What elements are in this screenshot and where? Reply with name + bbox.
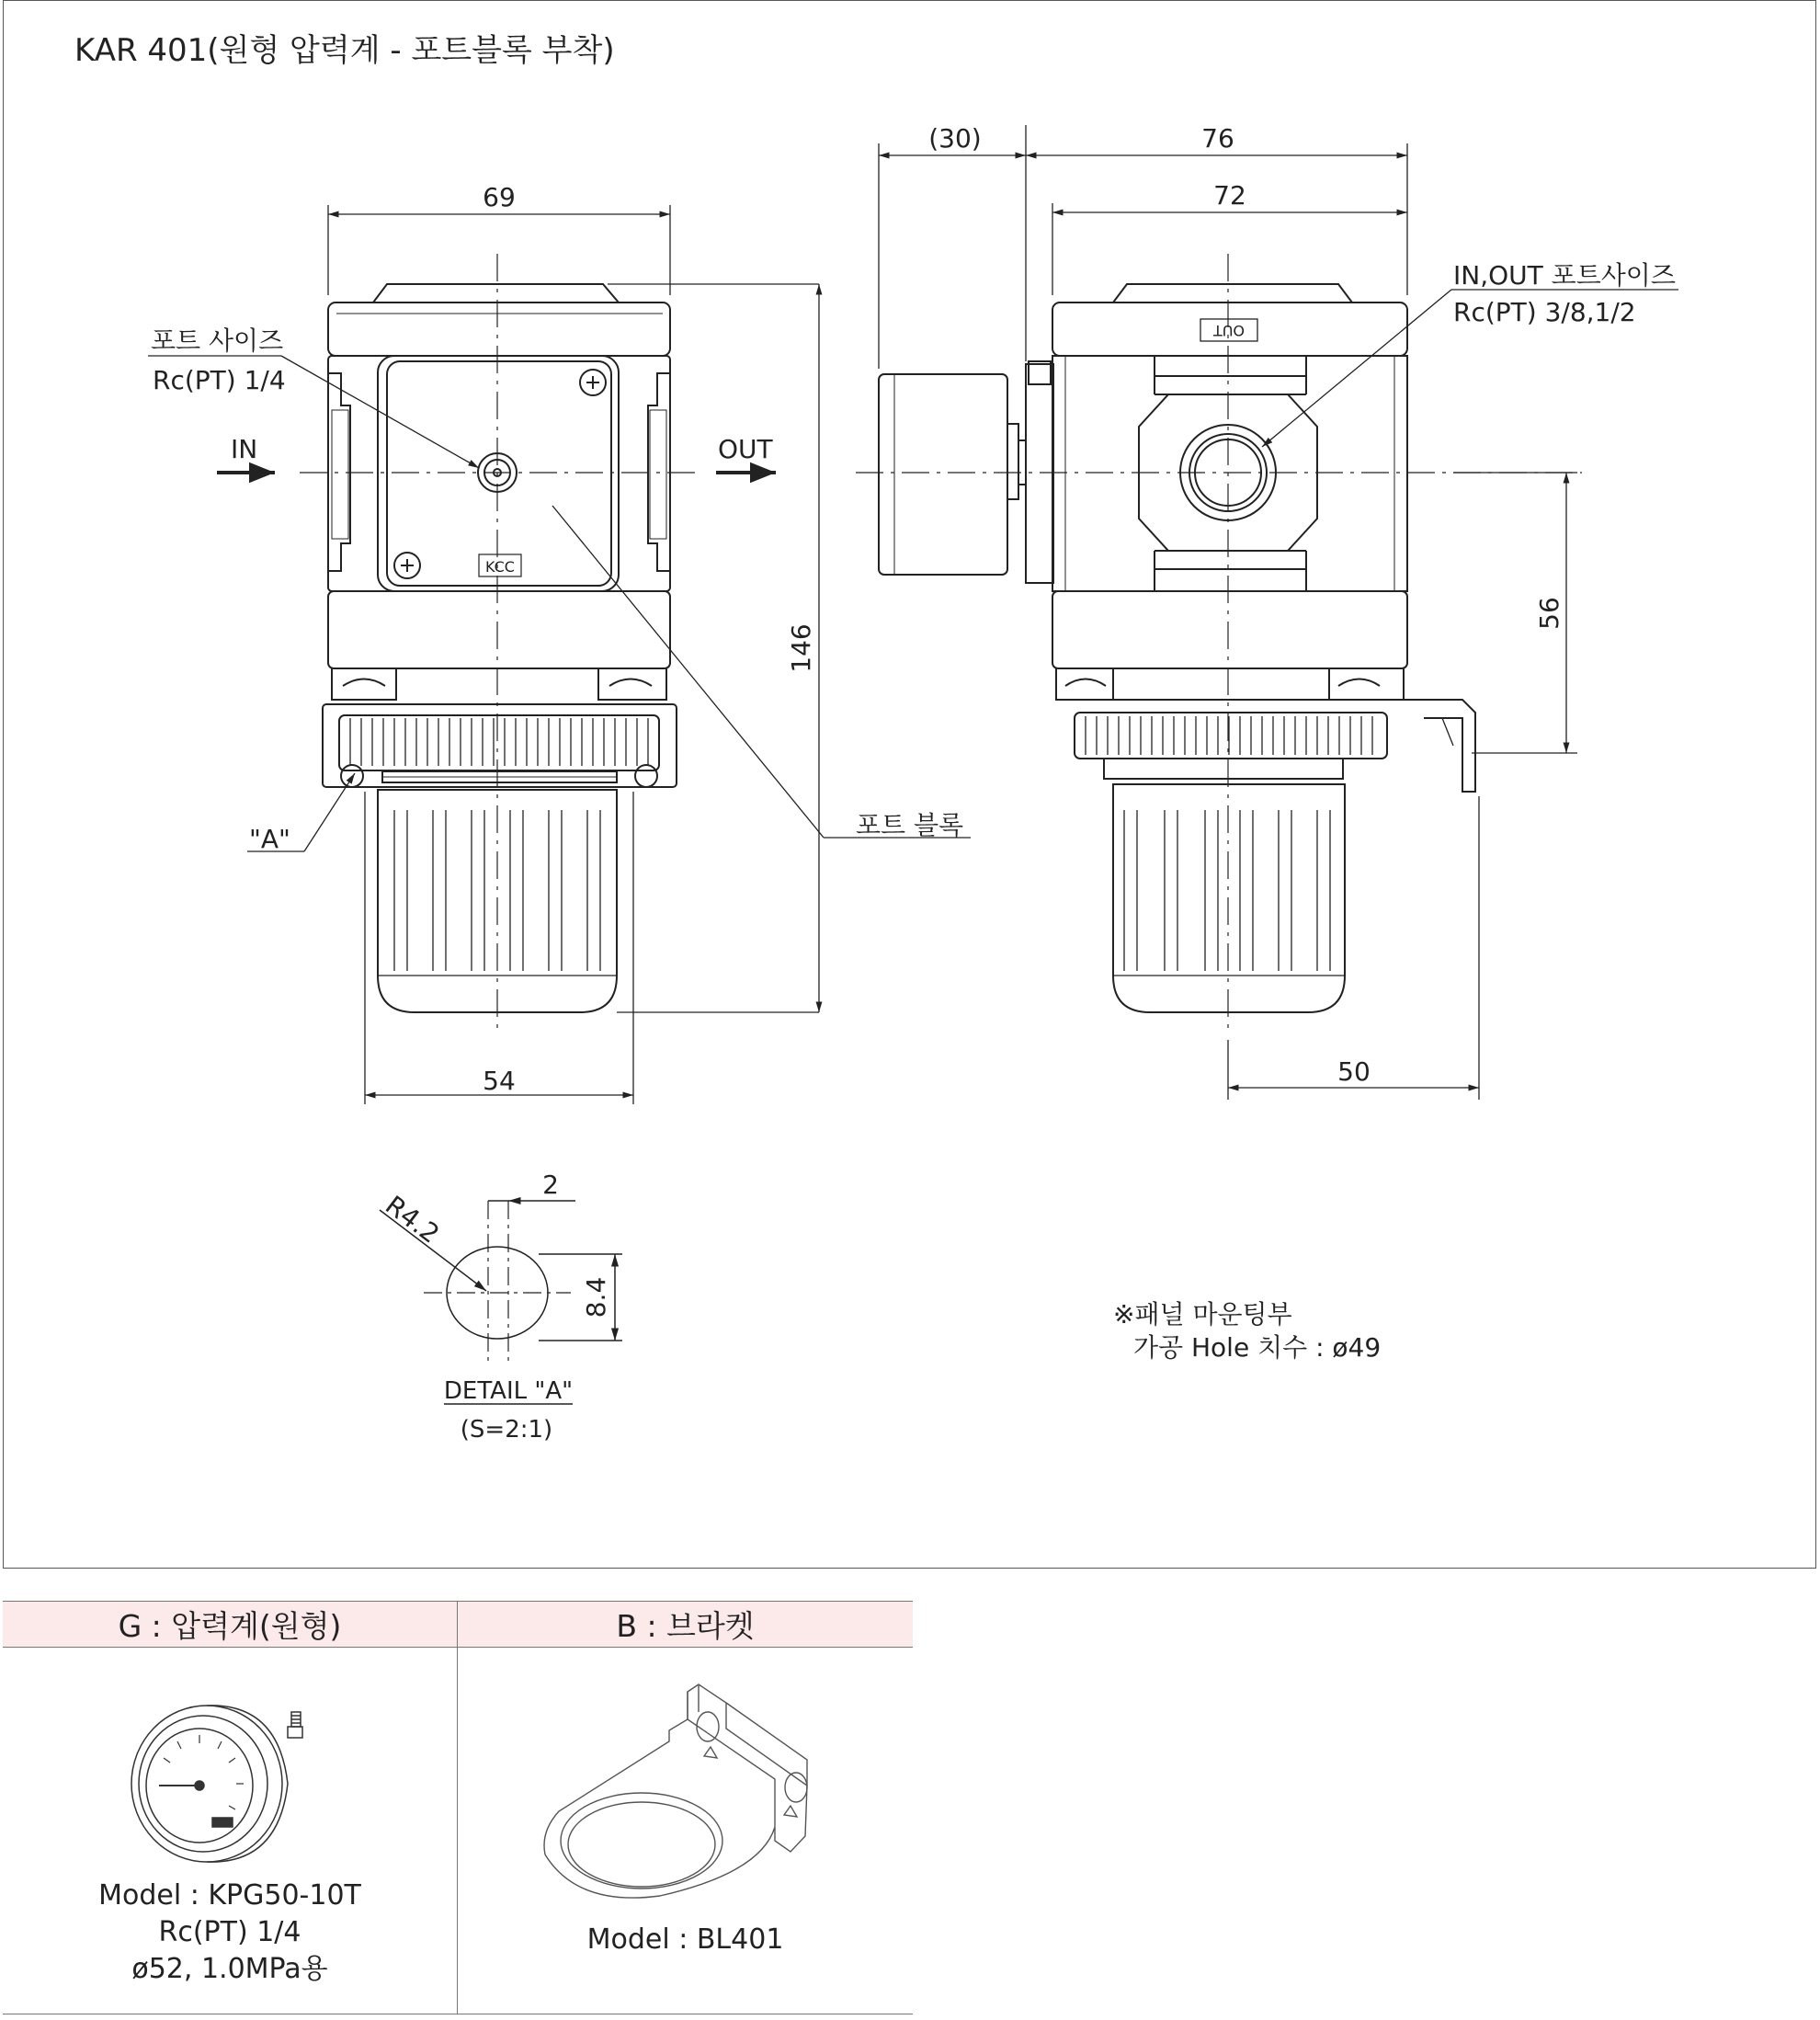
note-line-2: 가공 Hole 치수 : ø49: [1133, 1332, 1382, 1363]
port-size-label: 포트 사이즈: [151, 325, 284, 356]
bracket-caption-model: Model : BL401: [586, 1923, 784, 1956]
side-port-value: Rc(PT) 3/8,1/2: [1453, 297, 1636, 327]
note-line-1: ※패널 마운팅부: [1113, 1299, 1292, 1330]
gauge-caption-size: ø52, 1.0MPa용: [131, 1953, 328, 1985]
out-label: OUT: [718, 434, 773, 464]
dim-width-bottom: 54: [483, 1066, 516, 1096]
body-logo: KCC: [485, 558, 515, 576]
detail-radius: R4.2: [380, 1189, 446, 1250]
detail-scale: (S=2:1): [460, 1416, 553, 1444]
front-view: [300, 254, 700, 1031]
gauge-caption-model: Model : KPG50-10T: [98, 1879, 361, 1912]
accessory-header-gauge: G : 압력계(원형): [3, 1601, 458, 1648]
detail-ref-label: "A": [249, 824, 290, 854]
accessory-header-bracket: B : 브라켓: [458, 1601, 913, 1648]
side-view: [856, 254, 1582, 1031]
drawing-frame: [3, 0, 1816, 1569]
bracket-illustration: [458, 1648, 913, 1923]
drawing-title: KAR 401(원형 압력계 - 포트블록 부착): [74, 32, 615, 69]
dim-width-top: 69: [483, 182, 516, 212]
port-size-value: Rc(PT) 1/4: [153, 365, 286, 395]
dim-height-port: 56: [1534, 597, 1564, 630]
dim-center-bracket: 50: [1337, 1056, 1371, 1087]
pressure-gauge-illustration: [3, 1648, 458, 1887]
technical-drawing: [4, 1, 1817, 1569]
accessory-table: [3, 1601, 913, 2014]
dim-height: 146: [786, 623, 816, 673]
detail-title: DETAIL "A": [443, 1377, 574, 1405]
detail-offset: 2: [542, 1170, 559, 1200]
dim-gauge-offset: (30): [928, 123, 982, 154]
detail-height: 8.4: [581, 1276, 611, 1318]
gauge-caption-port: Rc(PT) 1/4: [158, 1916, 301, 1948]
dim-width-outer: 76: [1201, 123, 1234, 154]
dim-width-inner: 72: [1213, 180, 1246, 211]
accessory-cell-gauge: [3, 1648, 458, 2014]
in-label: IN: [231, 434, 258, 464]
port-block-label: 포트 블록: [856, 810, 964, 840]
side-port-label: IN,OUT 포트사이즈: [1453, 260, 1676, 291]
accessory-cell-bracket: [458, 1648, 913, 2014]
out-marking: OUT: [1212, 322, 1246, 339]
